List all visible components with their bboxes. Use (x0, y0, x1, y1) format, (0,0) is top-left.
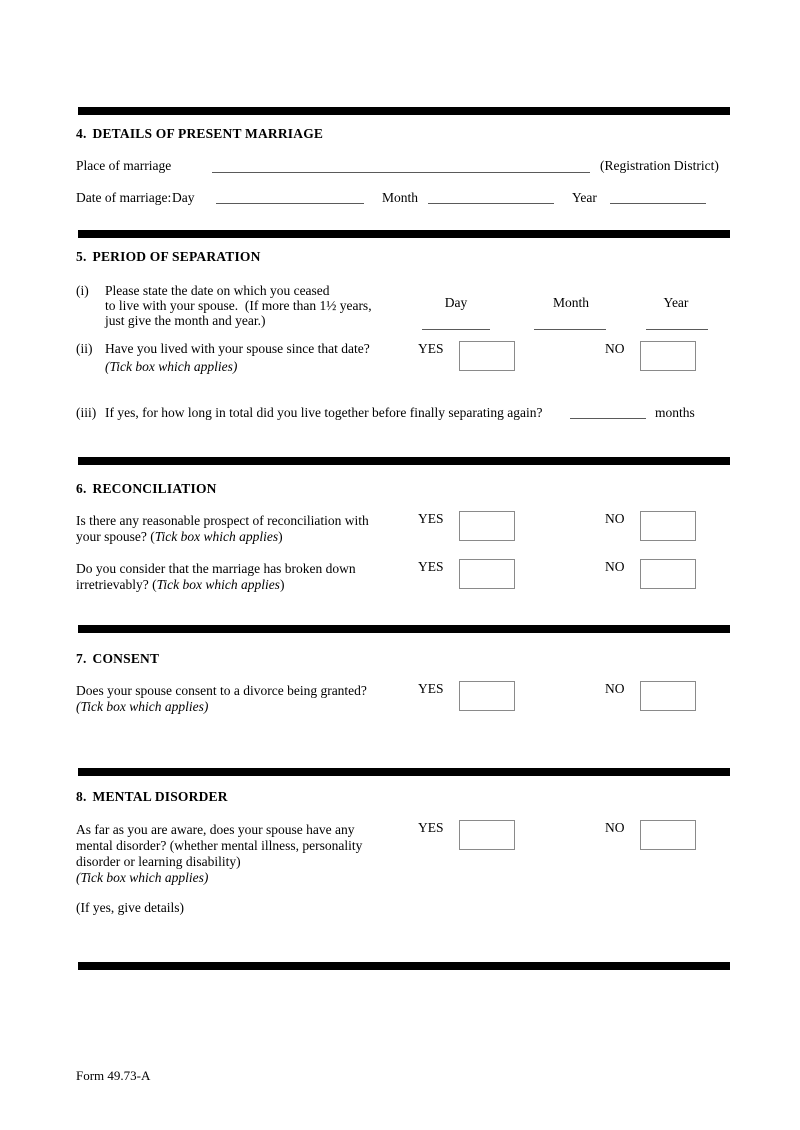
section-heading-mental-disorder (76, 789, 228, 805)
reconciliation-q1-tick-note: Tick box which applies (154, 529, 279, 544)
reconciliation-q1-no-checkbox[interactable] (640, 511, 696, 541)
separation-item-i-marker: (i) (76, 283, 89, 298)
consent-yes-label: YES (418, 681, 444, 696)
date-of-marriage-label (76, 188, 171, 207)
section-number-6: 6. (76, 481, 87, 496)
section-number-5: 5. (76, 249, 87, 264)
section-number-8: 8. (76, 789, 87, 804)
reconciliation-q1-prefix: your spouse? ( (76, 529, 155, 544)
place-of-marriage-input[interactable] (212, 172, 590, 173)
section-divider-5 (78, 230, 730, 238)
reconciliation-q1-yes-checkbox[interactable] (459, 511, 515, 541)
separation-item-iii-marker: (iii) (76, 405, 97, 420)
section-number-4: 4. (76, 126, 87, 141)
reconciliation-q1-suffix: ) (278, 529, 283, 544)
separation-month-column-header: Month (552, 295, 589, 310)
reconciliation-q1-yes-label: YES (418, 511, 444, 526)
date-of-marriage-text: Date of marriage: (76, 190, 172, 205)
form-number: Form 49.73-A (76, 1068, 151, 1083)
separation-ii-yes-label: YES (418, 341, 444, 356)
separation-month-input[interactable] (534, 329, 606, 330)
section-title-7: CONSENT (92, 651, 160, 666)
reconciliation-q1-line1: Is there any reasonable prospect of reconciliation with (76, 513, 369, 528)
section-title-4: DETAILS OF PRESENT MARRIAGE (92, 126, 324, 141)
mental-disorder-details-note: (If yes, give details) (76, 900, 184, 915)
separation-ii-no-checkbox[interactable] (640, 341, 696, 371)
mental-disorder-no-checkbox[interactable] (640, 820, 696, 850)
section-divider-8 (78, 768, 730, 776)
marriage-year-label: Year (572, 190, 597, 205)
separation-item-iii-question: If yes, for how long in total did you live together before finally separating again? (105, 405, 543, 420)
section-heading-separation (76, 249, 261, 265)
marriage-day-label: Day (172, 190, 195, 205)
consent-tick-note: (Tick box which applies) (76, 699, 209, 714)
reconciliation-q2-yes-label: YES (418, 559, 444, 574)
reconciliation-q2-yes-checkbox[interactable] (459, 559, 515, 589)
section-divider-7 (78, 625, 730, 633)
reconciliation-q2-no-checkbox[interactable] (640, 559, 696, 589)
mental-disorder-line3: disorder or learning disability) (76, 854, 241, 869)
separation-item-ii-marker: (ii) (76, 341, 93, 356)
separation-item-i-line3: just give the month and year.) (105, 313, 266, 328)
consent-no-label: NO (605, 681, 625, 696)
reconciliation-q2-tick-note: Tick box which applies (156, 577, 280, 592)
section-title-8: MENTAL DISORDER (92, 789, 228, 804)
place-of-marriage-label: Place of marriage (76, 158, 172, 173)
reconciliation-q1-line2 (76, 527, 283, 546)
separation-ii-no-label: NO (605, 341, 625, 356)
registration-district-note: (Registration District) (600, 158, 719, 173)
separation-day-input[interactable] (422, 329, 490, 330)
section-divider-6 (78, 457, 730, 465)
marriage-month-input[interactable] (428, 203, 554, 204)
reconciliation-q2-no-label: NO (605, 559, 625, 574)
separation-iii-unit-label: months (655, 405, 695, 420)
separation-item-i-line2: to live with your spouse. (If more than 1½ years, (105, 298, 372, 313)
separation-iii-months-input[interactable] (570, 418, 646, 419)
separation-year-input[interactable] (646, 329, 708, 330)
consent-question: Does your spouse consent to a divorce being granted? (76, 683, 367, 698)
reconciliation-q2-line2 (76, 575, 284, 594)
reconciliation-q2-prefix: irretrievably? ( (76, 577, 157, 592)
consent-yes-checkbox[interactable] (459, 681, 515, 711)
section-title-6: RECONCILIATION (92, 481, 217, 496)
section-heading-reconciliation (76, 481, 217, 497)
reconciliation-q1-no-label: NO (605, 511, 625, 526)
section-divider-footer (78, 962, 730, 970)
separation-item-i-line1: Please state the date on which you ceased (105, 283, 330, 298)
separation-day-column-header: Day (444, 295, 468, 310)
consent-no-checkbox[interactable] (640, 681, 696, 711)
section-title-5: PERIOD OF SEPARATION (92, 249, 261, 264)
section-heading-consent (76, 651, 159, 667)
separation-item-ii-tick-note: (Tick box which applies) (105, 359, 238, 374)
separation-ii-yes-checkbox[interactable] (459, 341, 515, 371)
mental-disorder-tick-note: (Tick box which applies) (76, 870, 209, 885)
separation-item-ii-question: Have you lived with your spouse since that date? (105, 341, 370, 356)
section-divider-4 (78, 107, 730, 115)
mental-disorder-line1: As far as you are aware, does your spouse have any (76, 822, 355, 837)
mental-disorder-no-label: NO (605, 820, 625, 835)
marriage-day-input[interactable] (216, 203, 364, 204)
mental-disorder-details-input[interactable] (76, 918, 726, 956)
reconciliation-q2-suffix: ) (279, 577, 285, 592)
mental-disorder-yes-label: YES (418, 820, 444, 835)
mental-disorder-line2: mental disorder? (whether mental illness, personality (76, 838, 363, 853)
separation-year-column-header: Year (663, 295, 689, 310)
mental-disorder-yes-checkbox[interactable] (459, 820, 515, 850)
section-heading-marriage (76, 126, 323, 142)
reconciliation-q2-line1: Do you consider that the marriage has broken down (76, 561, 356, 576)
section-number-7: 7. (76, 651, 87, 666)
marriage-month-label: Month (382, 190, 419, 205)
marriage-year-input[interactable] (610, 203, 706, 204)
